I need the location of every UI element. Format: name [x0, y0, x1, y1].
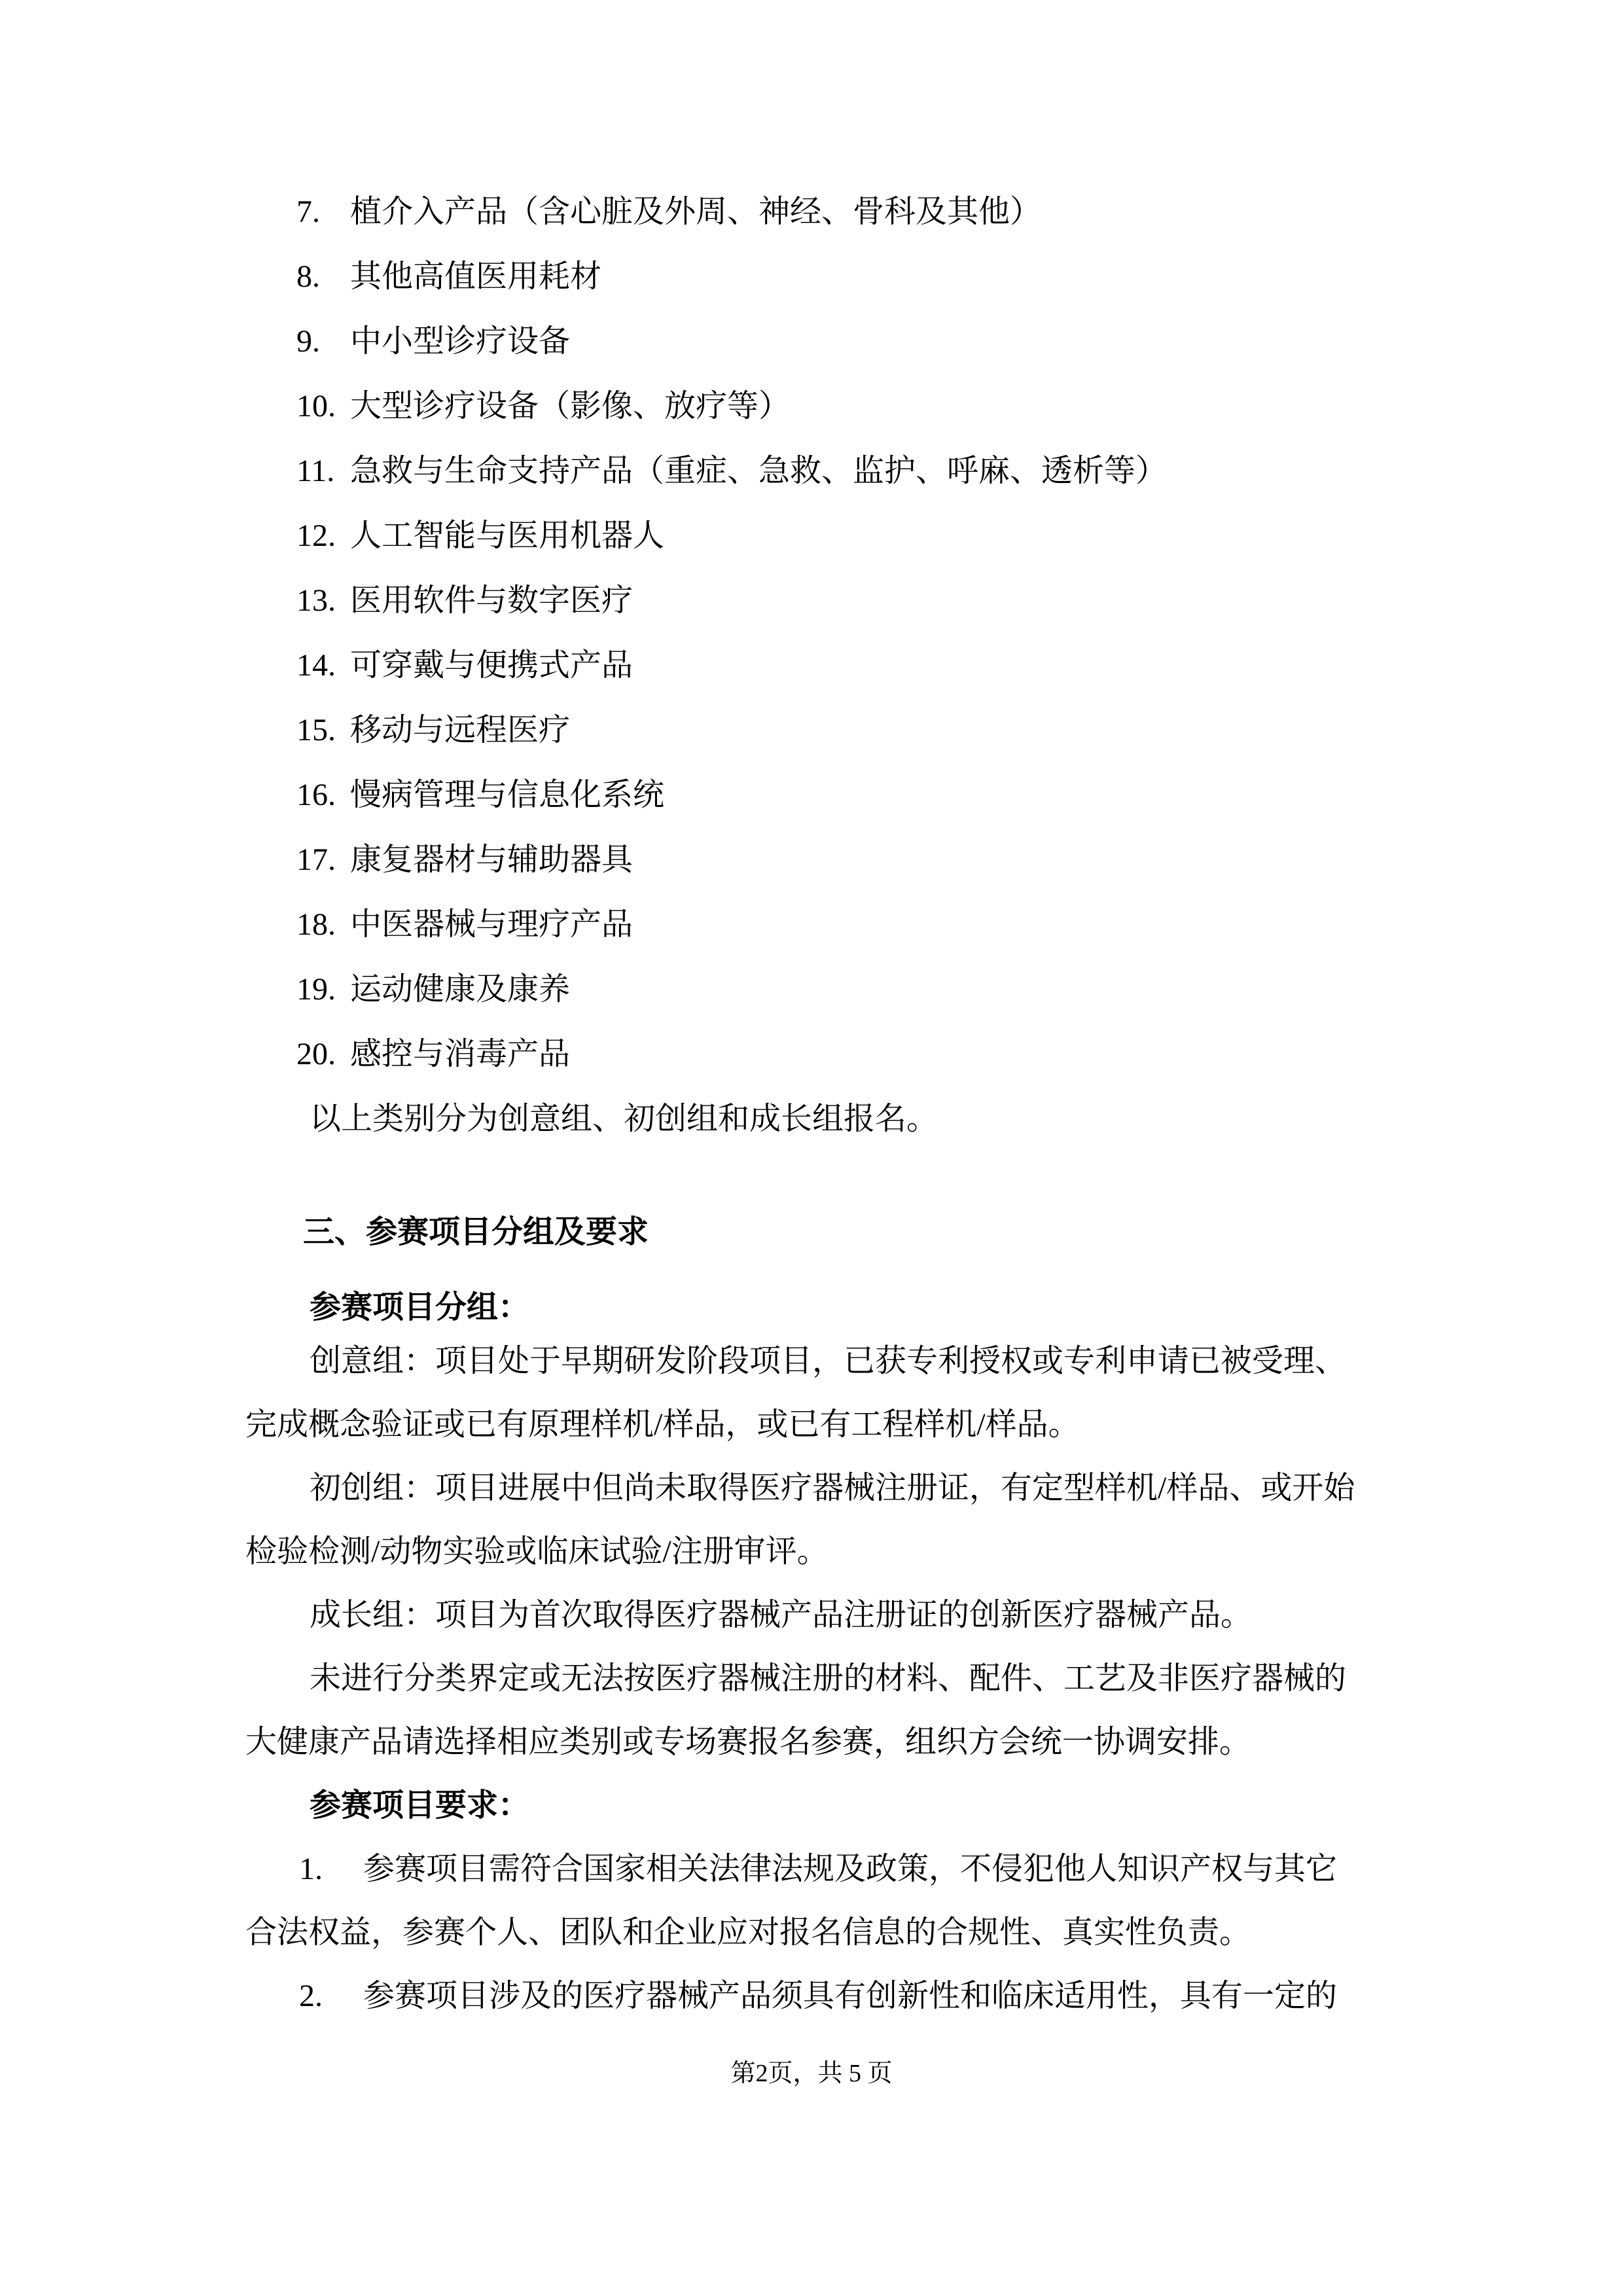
section-heading: 三、参赛项目分组及要求: [303, 1215, 649, 1249]
page-footer: 第2页，共 5 页: [730, 2060, 893, 2087]
list-item: [245, 374, 1378, 439]
paragraph-line: 初创组：项目进展中但尚未取得医疗器械注册证，有定型样机/样品、或开始: [310, 1471, 1355, 1505]
list-item-text: 植介入产品（含心脏及外周、神经、骨科及其他）: [350, 194, 1042, 229]
requirement-number: 2.: [299, 1979, 323, 2013]
list-item-number: 7.: [296, 194, 320, 229]
list-item-text: 医用软件与数字医疗: [350, 583, 633, 618]
list-item-number: 14.: [296, 648, 336, 683]
list-item: [245, 568, 1378, 633]
list-item-number: 17.: [296, 842, 336, 877]
list-item-text: 可穿戴与便携式产品: [350, 648, 633, 683]
list-item-text: 慢病管理与信息化系统: [350, 778, 665, 812]
list-item: [245, 309, 1378, 374]
list-item-number: 20.: [296, 1037, 336, 1071]
list-item-number: 15.: [296, 713, 336, 747]
list-item-number: 12.: [296, 518, 336, 553]
list-item: [245, 827, 1378, 892]
list-item-number: 11.: [296, 454, 335, 488]
list-item-number: 8.: [296, 259, 320, 294]
requirements-heading: 参赛项目要求：: [310, 1788, 530, 1823]
list-item-number: 10.: [296, 389, 336, 423]
list-item: [245, 244, 1378, 309]
list-item-text: 人工智能与医用机器人: [350, 518, 665, 553]
list-item-number: 9.: [296, 324, 320, 359]
paragraph-line: 大健康产品请选择相应类别或专场赛报名参赛，组织方会统一协调安排。: [245, 1725, 1251, 1759]
list-item-text: 大型诊疗设备（影像、放疗等）: [350, 389, 791, 423]
category-list: [245, 179, 1378, 1151]
paragraph-line: 成长组：项目为首次取得医疗器械产品注册证的创新医疗器械产品。: [310, 1598, 1253, 1632]
list-item-text: 急救与生命支持产品（重症、急救、监护、呼麻、透析等）: [350, 454, 1168, 488]
list-item-text: 感控与消毒产品: [350, 1037, 571, 1071]
list-item-text: 康复器材与辅助器具: [350, 842, 633, 877]
requirement-text: 参赛项目需符合国家相关法律法规及政策，不侵犯他人知识产权与其它: [363, 1852, 1338, 1886]
list-closing-line: 以上类别分为创意组、初创组和成长组报名。: [310, 1102, 938, 1136]
requirement-number: 1.: [299, 1852, 323, 1886]
requirement-continuation: 合法权益，参赛个人、团队和企业应对报名信息的合规性、真实性负责。: [245, 1915, 1251, 1950]
list-item-text: 移动与远程医疗: [350, 713, 571, 747]
list-item-text: 中医器械与理疗产品: [350, 907, 633, 942]
list-item: [245, 762, 1378, 827]
list-item: [245, 179, 1378, 244]
section-body: [245, 1329, 1378, 2028]
list-item-text: 中小型诊疗设备: [350, 324, 571, 359]
list-item: [245, 503, 1378, 568]
list-item-number: 19.: [296, 972, 336, 1007]
paragraph-line: 未进行分类界定或无法按医疗器械注册的材料、配件、工艺及非医疗器械的: [310, 1661, 1347, 1696]
list-item: [245, 892, 1378, 957]
list-item-number: 13.: [296, 583, 336, 618]
list-item-text: 其他高值医用耗材: [350, 259, 602, 294]
requirement-item: [245, 1837, 1378, 1901]
paragraph-line: 检验检测/动物实验或临床试验/注册审评。: [245, 1534, 829, 1569]
list-item: [245, 1022, 1378, 1086]
list-item-number: 18.: [296, 907, 336, 942]
requirement-text: 参赛项目涉及的医疗器械产品须具有创新性和临床适用性，具有一定的: [363, 1979, 1338, 2013]
list-item-number: 16.: [296, 778, 336, 812]
list-item: [245, 698, 1378, 762]
paragraph-line: 创意组：项目处于早期研发阶段项目，已获专利授权或专利申请已被受理、: [310, 1344, 1347, 1378]
list-item: [245, 633, 1378, 698]
list-item: [245, 439, 1378, 503]
list-item-text: 运动健康及康养: [350, 972, 571, 1007]
requirement-item: [245, 1964, 1378, 2028]
paragraph-line: 完成概念验证或已有原理样机/样品，或已有工程样机/样品。: [245, 1407, 1080, 1442]
list-item: [245, 957, 1378, 1022]
grouping-heading: 参赛项目分组：: [310, 1290, 530, 1325]
